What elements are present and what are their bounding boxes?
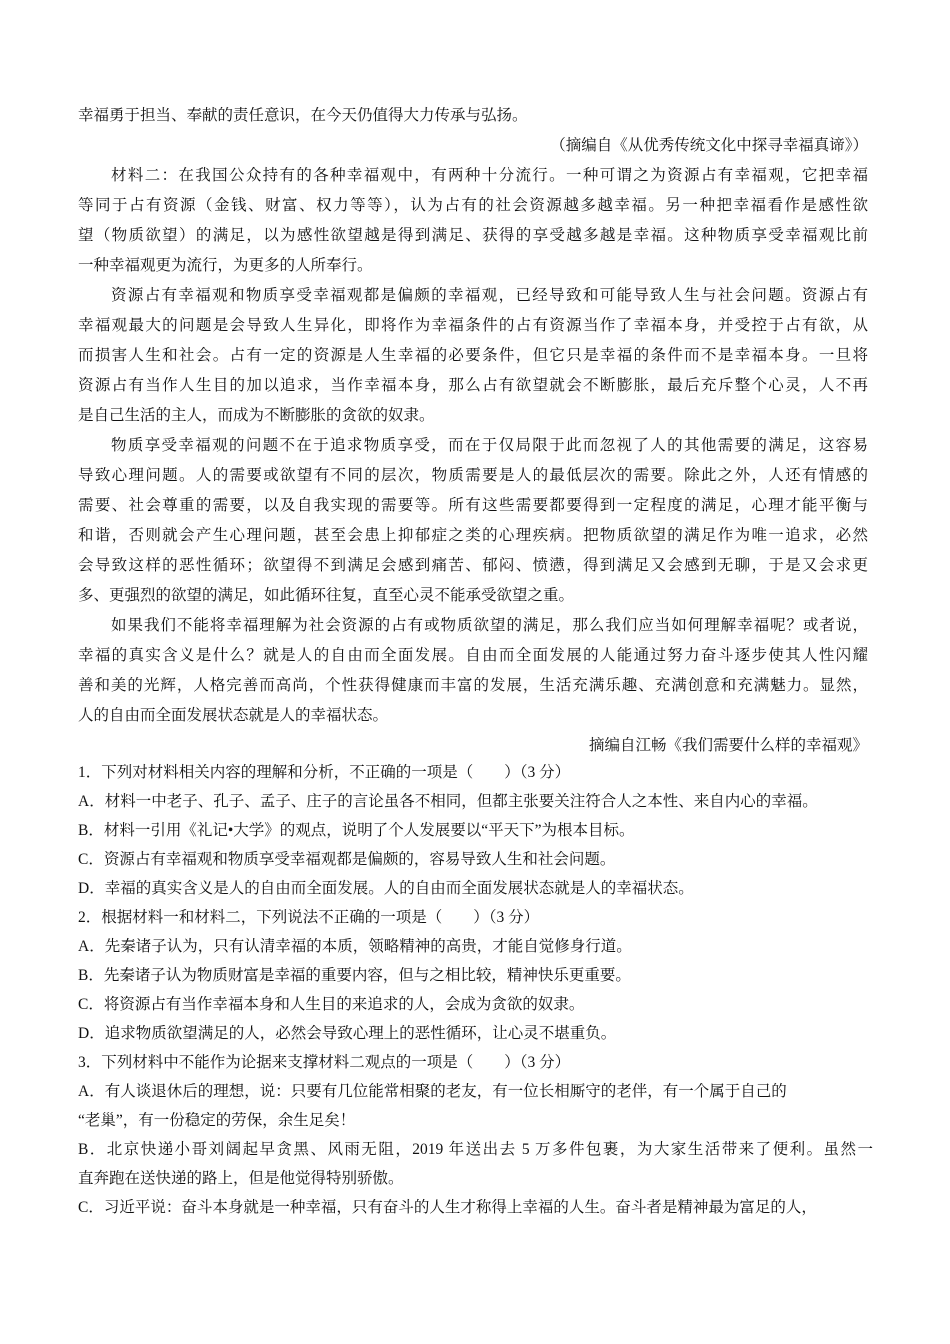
material2-p4-line: 如果我们不能将幸福理解为社会资源的占有或物质欲望的满足，那么我们应当如何理解幸福呢？或者说， — [111, 616, 868, 634]
question-1-option-c: C．资源占有幸福观和物质享受幸福观都是偏颇的，容易导致人生和社会问题。 — [78, 851, 616, 868]
question-3-option-a-cont: “老巢”，有一份稳定的劳保，余生足矣！ — [78, 1112, 356, 1129]
material2-p4-line: 幸福的真实含义是什么？就是人的自由而全面发展。自由而全面发展的人能通过努力奋斗逐步使其人性闪耀 — [78, 646, 868, 664]
material2-p4-line: 人的自由而全面发展状态就是人的幸福状态。 — [78, 706, 389, 724]
material2-p3-line: 和谐，否则就会产生心理问题，甚至会患上抑郁症之类的心理疾病。把物质欲望的满足作为唯一追求，必然 — [78, 526, 868, 544]
question-3-option-b-cont: 直奔跑在送快递的路上，但是他觉得特别骄傲。 — [78, 1170, 404, 1187]
material2-p3-line: 会导致这样的恶性循环；欲望得不到满足会感到痛苦、郁闷、愤懑，得到满足又会感到无聊，于是又会求更 — [78, 556, 868, 574]
material1-closing-line: 幸福勇于担当、奉献的责任意识，在今天仍值得大力传承与弘扬。 — [78, 106, 528, 124]
material2-p1-line: 材料二：在我国公众持有的各种幸福观中，有两种十分流行。一种可谓之为资源占有幸福观，它把幸福 — [111, 166, 868, 184]
material2-p2-line: 而损害人生和社会。占有一定的资源是人生幸福的必要条件，但它只是幸福的条件而不是幸福本身。一旦将 — [78, 346, 868, 364]
material2-p3-line: 物质享受幸福观的问题不在于追求物质享受，而在于仅局限于此而忽视了人的其他需要的满足，这容易 — [111, 436, 868, 454]
question-3-option-a: A．有人谈退休后的理想，说：只要有几位能常相聚的老友，有一位长相厮守的老伴，有一个属于自己的 — [78, 1083, 787, 1100]
material2-p2-line: 资源占有当作人生目的加以追求，当作幸福本身，那么占有欲望就会不断膨胀，最后充斥整个心灵，人不再 — [78, 376, 868, 394]
question-1-option-b: B．材料一引用《礼记•大学》的观点，说明了个人发展要以“平天下”为根本目标。 — [78, 822, 635, 839]
material2-p1-line: 望（物质欲望）的满足，以为感性欲望越是得到满足、获得的享受越多越是幸福。这种物质享受幸福观比前 — [78, 226, 868, 244]
material2-p3-line: 多、更强烈的欲望的满足，如此循环往复，直至心灵不能承受欲望之重。 — [78, 586, 575, 604]
question-1-option-d: D．幸福的真实含义是人的自由而全面发展。人的自由而全面发展状态就是人的幸福状态。 — [78, 880, 694, 897]
question-1-stem: 1．下列对材料相关内容的理解和分析，不正确的一项是（ ）（3 分） — [78, 764, 571, 781]
question-3-stem: 3．下列材料中不能作为论据来支撑材料二观点的一项是（ ）（3 分） — [78, 1054, 571, 1071]
material2-p1-line: 一种幸福观更为流行，为更多的人所奉行。 — [78, 256, 373, 274]
question-1-option-a: A．材料一中老子、孔子、孟子、庄子的言论虽各不相同，但都主张要关注符合人之本性、来自内心的幸福。 — [78, 793, 818, 810]
question-2-option-d: D．追求物质欲望满足的人，必然会导致心理上的恶性循环，让心灵不堪重负。 — [78, 1025, 617, 1042]
question-3-option-c: C．习近平说：奋斗本身就是一种幸福，只有奋斗的人生才称得上幸福的人生。奋斗者是精神最为富足的人， — [78, 1199, 817, 1216]
material2-p2-line: 幸福观最大的问题是会导致人生异化，即将作为幸福条件的占有资源当作了幸福本身，并受控于占有欲，从 — [78, 316, 868, 334]
question-2-option-b: B．先秦诸子认为物质财富是幸福的重要内容，但与之相比较，精神快乐更重要。 — [78, 967, 631, 984]
question-2-option-a: A．先秦诸子认为，只有认清幸福的本质，领略精神的高贵，才能自觉修身行道。 — [78, 938, 632, 955]
material1-source: （摘编自《从优秀传统文化中探寻幸福真谛》） — [550, 136, 868, 154]
question-2-stem: 2．根据材料一和材料二，下列说法不正确的一项是（ ）（3 分） — [78, 909, 540, 926]
material2-source: 摘编自江畅《我们需要什么样的幸福观》 — [588, 736, 868, 754]
question-3-option-b: B．北京快递小哥刘阔起早贪黑、风雨无阻，2019 年送出去 5 万多件包裹，为大家生活带来了便利。虽然一 — [78, 1141, 873, 1158]
material2-p1-line: 等同于占有资源（金钱、财富、权力等等），认为占有的社会资源越多越幸福。另一种把幸福看作是感性欲 — [78, 196, 868, 214]
material2-p3-line: 需要、社会尊重的需要，以及自我实现的需要等。所有这些需要都要得到一定程度的满足，心理才能平衡与 — [78, 496, 868, 514]
material2-p3-line: 导致心理问题。人的需要或欲望有不同的层次，物质需要是人的最低层次的需要。除此之外，人还有情感的 — [78, 466, 868, 484]
material2-p2-line: 资源占有幸福观和物质享受幸福观都是偏颇的幸福观，已经导致和可能导致人生与社会问题。资源占有 — [111, 286, 868, 304]
material2-p4-line: 善和美的光辉，人格完善而高尚，个性获得健康而丰富的发展，生活充满乐趣、充满创意和充满魅力。显然， — [78, 676, 868, 694]
material2-p2-line: 是自己生活的主人，而成为不断膨胀的贪欲的奴隶。 — [78, 406, 435, 424]
question-2-option-c: C．将资源占有当作幸福本身和人生目的来追求的人，会成为贪欲的奴隶。 — [78, 996, 585, 1013]
